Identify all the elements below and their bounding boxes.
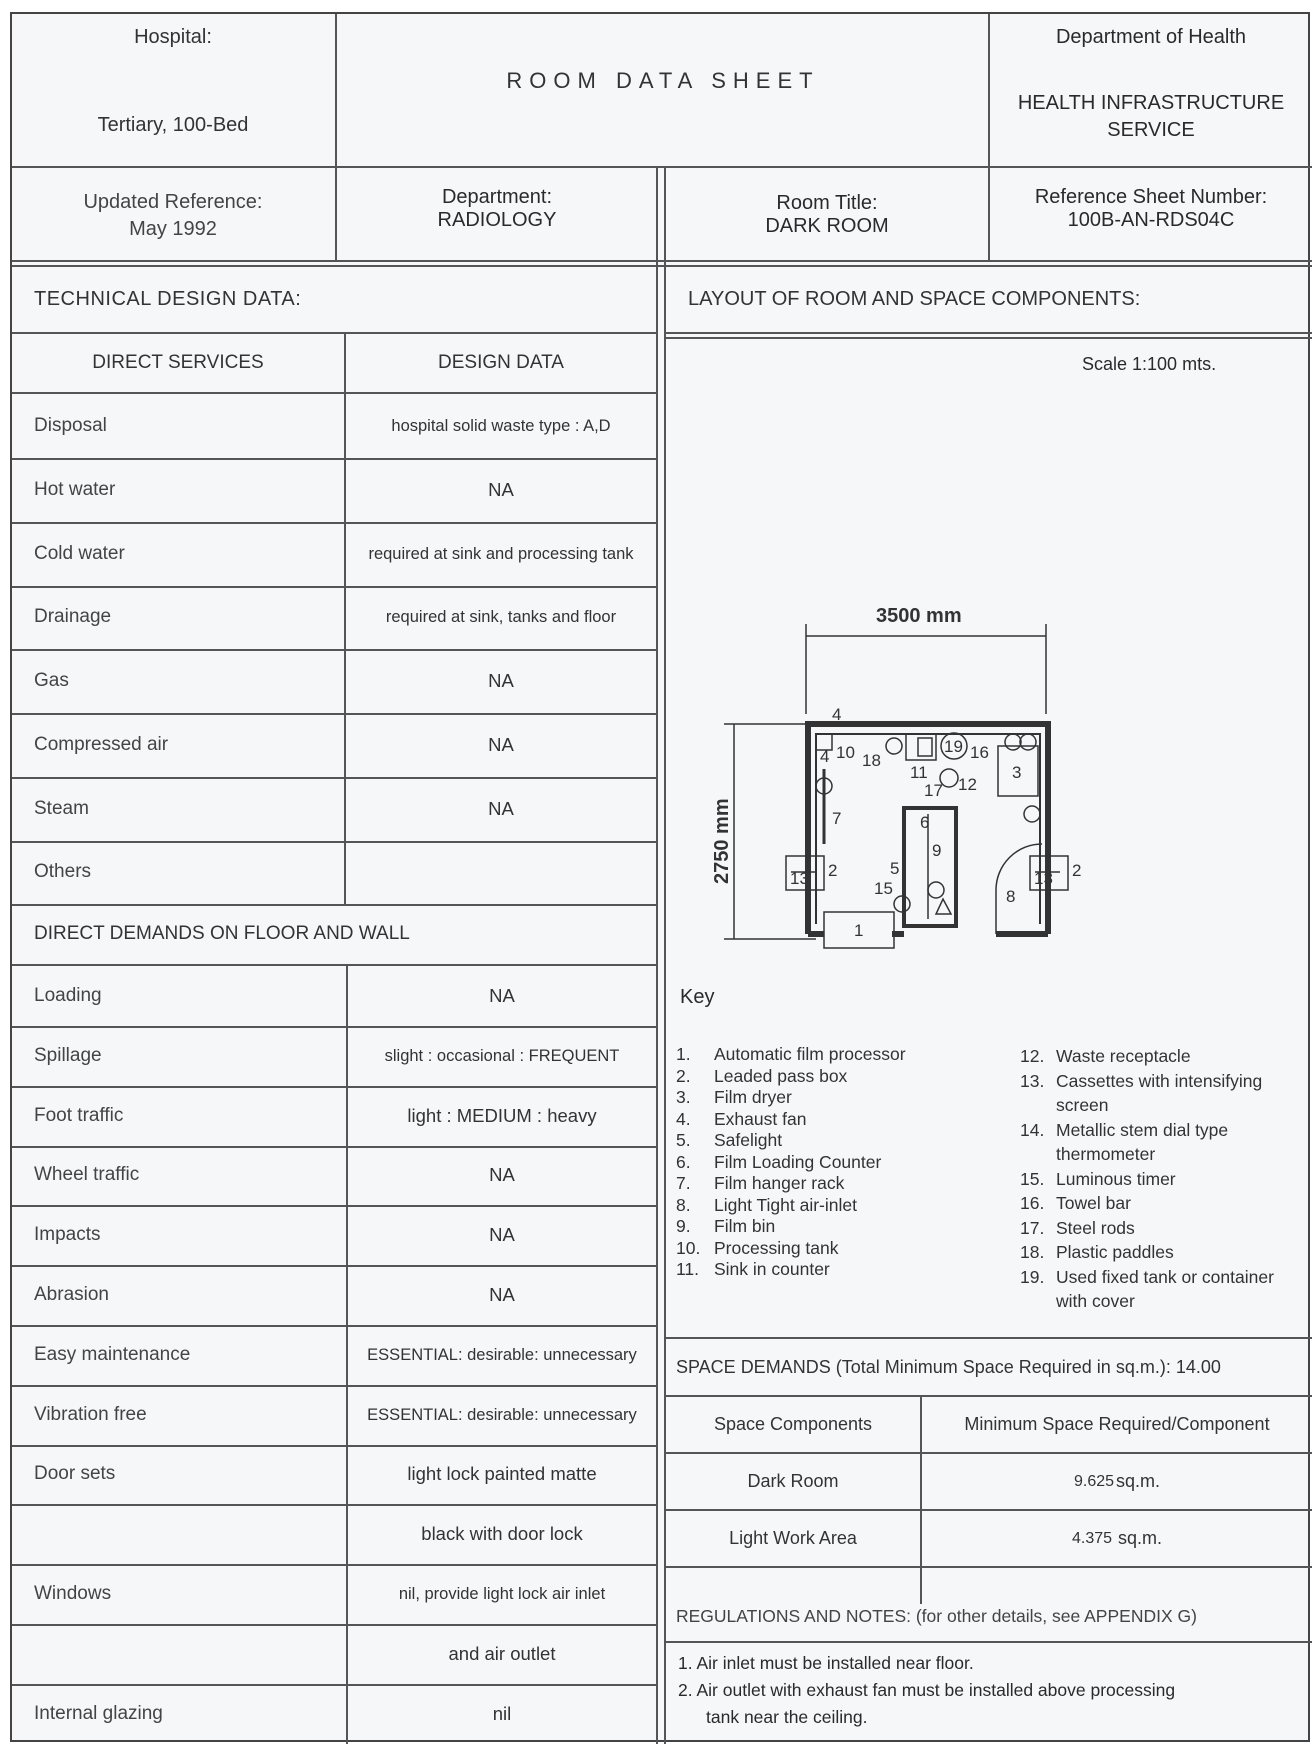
row-label: Disposal bbox=[34, 415, 107, 436]
key-number: 5. bbox=[676, 1130, 691, 1150]
space-value: 4.375 bbox=[1071, 1529, 1113, 1547]
technical-section-title: TECHNICAL DESIGN DATA: bbox=[34, 287, 302, 310]
reference-sheet bbox=[990, 186, 1312, 232]
row-value: NA bbox=[489, 1284, 515, 1305]
sheet-title: ROOM DATA SHEET bbox=[506, 68, 820, 93]
key-number: 17. bbox=[1020, 1217, 1045, 1238]
plan-label-9: 9 bbox=[932, 841, 942, 860]
row-value: hospital solid waste type : A,D bbox=[391, 416, 611, 435]
row-value: light lock painted matte bbox=[407, 1463, 597, 1484]
row-value: NA bbox=[488, 670, 514, 691]
plan-label-13a: 13 bbox=[790, 869, 809, 888]
key-number: 12. bbox=[1020, 1046, 1045, 1066]
row-value: required at sink, tanks and floor bbox=[385, 607, 617, 626]
key-item bbox=[676, 1109, 1016, 1131]
key-item bbox=[676, 1238, 1016, 1260]
key-number: 2. bbox=[676, 1065, 691, 1086]
row-label: Compressed air bbox=[34, 734, 169, 755]
key-text: Steel rods bbox=[1056, 1217, 1135, 1238]
key-text: Leaded pass box bbox=[714, 1065, 848, 1086]
key-item bbox=[1020, 1142, 1312, 1167]
regulation-note-2-cont: tank near the ceiling. bbox=[706, 1707, 868, 1727]
regulation-note-2: 2. Air outlet with exhaust fan must be installed above processing bbox=[678, 1680, 1176, 1700]
row-label: Cold water bbox=[34, 543, 125, 564]
space-row-value bbox=[922, 1454, 1312, 1509]
floor-plan bbox=[666, 594, 1312, 964]
space-demands-title: SPACE DEMANDS (Total Minimum Space Required in sq.m.): 14.00 bbox=[676, 1356, 1221, 1377]
key-item bbox=[1020, 1216, 1312, 1241]
row-label: Vibration free bbox=[34, 1404, 147, 1425]
plan-label-6: 6 bbox=[920, 813, 930, 832]
plan-label-10: 10 bbox=[836, 743, 855, 762]
updated-reference bbox=[12, 189, 334, 243]
key-text: Metallic stem dial type bbox=[1056, 1119, 1229, 1140]
row-value: NA bbox=[488, 798, 514, 819]
issuer-block bbox=[990, 14, 1312, 166]
key-number: 18. bbox=[1020, 1242, 1045, 1262]
plan-label-18: 18 bbox=[862, 751, 881, 770]
col-minimum-space: Minimum Space Required/Component bbox=[964, 1414, 1270, 1434]
department bbox=[338, 186, 656, 232]
key-text: Film Loading Counter bbox=[714, 1151, 882, 1172]
row-value: NA bbox=[488, 479, 514, 500]
key-item bbox=[676, 1259, 1016, 1281]
key-text: Film bin bbox=[714, 1216, 776, 1236]
key-number: 6. bbox=[676, 1151, 691, 1172]
key-item bbox=[1020, 1289, 1312, 1314]
key-text: Used fixed tank or container bbox=[1056, 1266, 1274, 1287]
plan-label-7: 7 bbox=[832, 809, 842, 828]
key-item bbox=[1020, 1265, 1312, 1290]
key-text: Automatic film processor bbox=[714, 1044, 906, 1064]
row-value: light : MEDIUM : heavy bbox=[407, 1105, 597, 1126]
key-item bbox=[1020, 1240, 1312, 1265]
row-value: NA bbox=[489, 985, 515, 1006]
key-item bbox=[676, 1152, 1016, 1174]
plan-label-2a: 2 bbox=[828, 861, 838, 880]
layout-section-title: LAYOUT OF ROOM AND SPACE COMPONENTS: bbox=[688, 287, 1141, 310]
updated-reference-value: May 1992 bbox=[129, 218, 217, 240]
row-value: NA bbox=[489, 1164, 515, 1185]
row-label: Foot traffic bbox=[34, 1105, 124, 1126]
key-text: Luminous timer bbox=[1056, 1168, 1176, 1189]
row-value: nil bbox=[492, 1703, 512, 1724]
row-label: Impacts bbox=[34, 1224, 101, 1245]
key-number: 11. bbox=[676, 1259, 700, 1279]
space-row-component: Light Work Area bbox=[729, 1528, 857, 1548]
row-label: Gas bbox=[34, 670, 69, 691]
key-item bbox=[676, 1216, 1016, 1238]
row-value: nil, provide light lock air inlet bbox=[398, 1584, 606, 1603]
key-item bbox=[676, 1130, 1016, 1152]
key-text: Waste receptacle bbox=[1056, 1046, 1191, 1066]
room-title-value: DARK ROOM bbox=[765, 215, 889, 237]
space-row-value bbox=[922, 1511, 1312, 1566]
key-item bbox=[1020, 1093, 1312, 1118]
service-line2: SERVICE bbox=[1107, 119, 1195, 141]
key-text: screen bbox=[1056, 1095, 1109, 1115]
key-number: 9. bbox=[676, 1216, 691, 1236]
key-left-list bbox=[676, 1044, 1016, 1281]
key-number bbox=[1020, 1093, 1056, 1118]
key-number bbox=[1020, 1142, 1056, 1167]
key-right-list bbox=[1020, 1044, 1312, 1314]
row-label: Steam bbox=[34, 798, 89, 819]
hospital-block bbox=[12, 14, 334, 166]
key-text: Safelight bbox=[714, 1130, 783, 1150]
width-dimension: 3500 mm bbox=[876, 605, 962, 627]
plan-label-3: 3 bbox=[1012, 763, 1022, 782]
row-label: Loading bbox=[34, 985, 102, 1006]
regulation-note-1: 1. Air inlet must be installed near floor. bbox=[678, 1653, 974, 1673]
key-text: Exhaust fan bbox=[714, 1108, 807, 1129]
row-label: Wheel traffic bbox=[34, 1164, 140, 1185]
room-title bbox=[666, 192, 988, 238]
regulations-title: REGULATIONS AND NOTES: (for other details, see APPENDIX G) bbox=[676, 1605, 1197, 1626]
key-text: with cover bbox=[1056, 1291, 1135, 1311]
key-number: 1. bbox=[676, 1044, 691, 1064]
key-text: Plastic paddles bbox=[1056, 1242, 1174, 1262]
hospital-type: Tertiary, 100-Bed bbox=[97, 114, 249, 136]
key-text: Film dryer bbox=[714, 1087, 792, 1107]
row-label: Internal glazing bbox=[34, 1703, 163, 1724]
row-label: Door sets bbox=[34, 1463, 116, 1484]
key-item bbox=[676, 1195, 1016, 1217]
service-line1: HEALTH INFRASTRUCTURE bbox=[1017, 92, 1285, 114]
row-value: NA bbox=[489, 1224, 515, 1245]
room-data-sheet bbox=[10, 12, 1310, 1742]
plan-label-11: 11 bbox=[910, 763, 928, 782]
row-value: NA bbox=[488, 734, 514, 755]
height-dimension: 2750 mm bbox=[711, 798, 733, 884]
space-unit: sq.m. bbox=[1116, 1471, 1161, 1491]
department-label: Department: bbox=[441, 186, 553, 208]
plan-label-5: 5 bbox=[890, 859, 900, 878]
key-text: thermometer bbox=[1056, 1144, 1156, 1164]
plan-label-12: 12 bbox=[958, 775, 977, 794]
key-number: 19. bbox=[1020, 1266, 1045, 1287]
plan-label-13b: 13 bbox=[1034, 869, 1053, 888]
plan-label-15: 15 bbox=[874, 879, 893, 898]
key-item bbox=[1020, 1044, 1312, 1069]
reference-sheet-value: 100B-AN-RDS04C bbox=[1067, 209, 1235, 231]
plan-label-19: 19 bbox=[944, 737, 963, 756]
row-label: Easy maintenance bbox=[34, 1344, 191, 1365]
plan-label-2b: 2 bbox=[1072, 861, 1082, 880]
row-label: Hot water bbox=[34, 479, 116, 500]
plan-label-16: 16 bbox=[970, 743, 989, 762]
row-label: Windows bbox=[34, 1583, 112, 1604]
row-label: Drainage bbox=[34, 606, 112, 627]
demands-title: DIRECT DEMANDS ON FLOOR AND WALL bbox=[34, 923, 410, 944]
row-label bbox=[12, 1624, 346, 1684]
regulations-notes bbox=[678, 1650, 1308, 1731]
col-space-components: Space Components bbox=[713, 1414, 873, 1434]
row-value: ESSENTIAL: desirable: unnecessary bbox=[367, 1405, 637, 1424]
updated-reference-label: Updated Reference: bbox=[83, 191, 263, 213]
key-text: Processing tank bbox=[714, 1237, 839, 1258]
key-number: 13. bbox=[1020, 1070, 1045, 1091]
key-number: 10. bbox=[676, 1237, 701, 1258]
row-value: required at sink and processing tank bbox=[368, 544, 634, 563]
key-text: Sink in counter bbox=[714, 1259, 830, 1279]
key-item bbox=[1020, 1191, 1312, 1216]
row-value bbox=[346, 840, 656, 904]
reference-sheet-label: Reference Sheet Number: bbox=[1034, 186, 1268, 208]
row-value: and air outlet bbox=[448, 1643, 556, 1664]
hospital-label: Hospital: bbox=[134, 26, 212, 48]
key-text: Film hanger rack bbox=[714, 1173, 845, 1193]
plan-label-1: 1 bbox=[854, 921, 864, 940]
row-value: ESSENTIAL: desirable: unnecessary bbox=[367, 1345, 637, 1364]
row-value: slight : occasional : FREQUENT bbox=[384, 1046, 620, 1065]
key-number bbox=[1020, 1289, 1056, 1314]
row-label bbox=[12, 1504, 346, 1564]
plan-label-8: 8 bbox=[1006, 887, 1016, 906]
plan-label-4b: 4 bbox=[820, 747, 830, 766]
key-title: Key bbox=[680, 986, 715, 1008]
room-title-label: Room Title: bbox=[776, 192, 878, 214]
col-direct-services: DIRECT SERVICES bbox=[92, 352, 264, 373]
row-label: Others bbox=[34, 861, 92, 882]
key-item bbox=[676, 1066, 1016, 1088]
key-item bbox=[676, 1044, 1016, 1066]
department-of-health: Department of Health bbox=[1055, 26, 1247, 48]
space-unit: sq.m. bbox=[1118, 1528, 1163, 1548]
key-text: Light Tight air-inlet bbox=[714, 1194, 857, 1215]
key-text: Cassettes with intensifying bbox=[1056, 1070, 1263, 1091]
layout-scale: Scale 1:100 mts. bbox=[1082, 354, 1217, 374]
key-item bbox=[1020, 1118, 1312, 1143]
space-value: 9.625 bbox=[1073, 1472, 1115, 1490]
key-number: 14. bbox=[1020, 1119, 1045, 1140]
plan-label-17: 17 bbox=[924, 781, 943, 800]
department-value: RADIOLOGY bbox=[437, 209, 557, 231]
key-item bbox=[676, 1173, 1016, 1195]
key-item bbox=[1020, 1069, 1312, 1094]
row-label: Spillage bbox=[34, 1045, 102, 1066]
key-number: 7. bbox=[676, 1173, 691, 1193]
row-label: Abrasion bbox=[34, 1284, 109, 1305]
key-item bbox=[676, 1087, 1016, 1109]
key-text: Towel bar bbox=[1056, 1193, 1131, 1213]
space-row-component: Dark Room bbox=[747, 1471, 839, 1491]
key-number: 4. bbox=[676, 1108, 691, 1129]
col-design-data: DESIGN DATA bbox=[438, 352, 564, 373]
key-number: 3. bbox=[676, 1087, 691, 1107]
key-number: 16. bbox=[1020, 1193, 1045, 1213]
key-item bbox=[1020, 1167, 1312, 1192]
row-value: black with door lock bbox=[421, 1523, 583, 1544]
key-number: 8. bbox=[676, 1194, 691, 1215]
plan-label-4a: 4 bbox=[832, 705, 842, 724]
key-number: 15. bbox=[1020, 1168, 1045, 1189]
